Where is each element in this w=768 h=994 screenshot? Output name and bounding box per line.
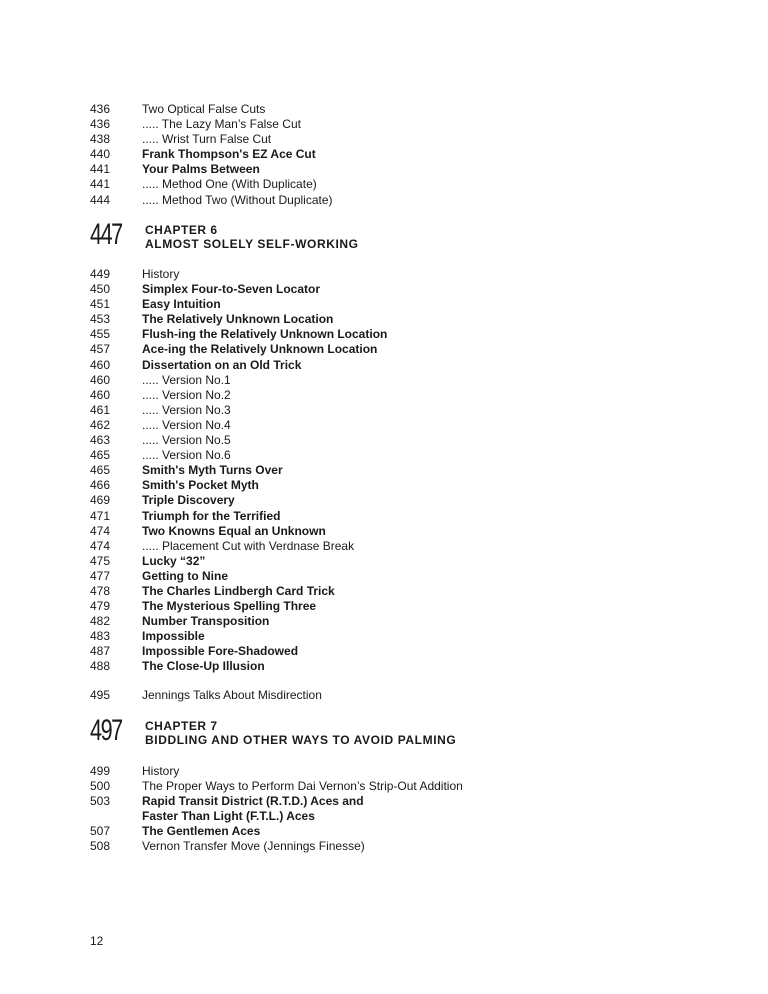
toc-entry-page: 466 [90, 478, 111, 493]
toc-entry-title: Jennings Talks About Misdirection [142, 688, 322, 702]
toc-entry-title: Triple Discovery [142, 493, 235, 508]
toc-entry-title: The Relatively Unknown Location [142, 312, 334, 327]
toc-entry-page: 469 [90, 493, 111, 508]
toc-entry-title: ..... Version No.6 [142, 448, 231, 463]
toc-entry [90, 448, 690, 463]
toc-entry [90, 809, 690, 824]
toc-entry-page: 474 [90, 523, 111, 538]
toc-entry [90, 524, 690, 539]
toc-entry-title: Flush-ing the Relatively Unknown Location [142, 327, 388, 342]
toc-entry-page: 471 [90, 508, 111, 523]
toc-entry-page: 478 [90, 583, 111, 598]
toc-entry [90, 509, 690, 524]
toc-entry-page: 453 [90, 312, 111, 327]
toc-entry-title: ..... Wrist Turn False Cut [142, 132, 272, 147]
toc-entry-title: History [142, 267, 180, 281]
toc-entry-title: ..... Method Two (Without Duplicate) [142, 192, 333, 207]
page-number: 12 [90, 934, 104, 948]
toc-entry [90, 614, 690, 629]
toc-entry-title: Impossible [142, 629, 205, 644]
toc-entry-title: ..... Method One (With Duplicate) [142, 177, 317, 192]
toc-entry-page: 451 [90, 297, 111, 312]
toc-entry [90, 584, 690, 599]
toc-entry [90, 539, 690, 554]
toc-entry-page: 500 [90, 779, 111, 794]
toc-entry [90, 102, 690, 117]
toc-entry-page: 441 [90, 162, 111, 177]
toc-entry [90, 824, 690, 839]
toc-entry [90, 688, 690, 703]
toc-entry-title: ..... Placement Cut with Verdnase Break [142, 538, 355, 553]
toc-entry-title: The Proper Ways to Perform Dai Vernon’s Strip-Out Addition [142, 779, 463, 794]
toc-entry-page: 438 [90, 132, 111, 147]
toc-entry-title: Easy Intuition [142, 297, 221, 312]
toc-entry-title: The Gentlemen Aces [142, 824, 261, 839]
toc-entry-page: 474 [90, 538, 111, 553]
toc-entry-title: ..... Version No.1 [142, 372, 231, 387]
toc-entry [90, 117, 690, 132]
toc-entry [90, 493, 690, 508]
toc-entry [90, 764, 690, 779]
toc-entry-title: Simplex Four-to-Seven Locator [142, 282, 321, 297]
toc-entry-page: 444 [90, 192, 111, 207]
toc-entry-title: Ace-ing the Relatively Unknown Location [142, 342, 378, 357]
toc-entry-page: 475 [90, 553, 111, 568]
toc-entry-title: The Mysterious Spelling Three [142, 599, 317, 614]
toc-entry-page: 483 [90, 629, 111, 644]
toc-entry-title: Smith's Pocket Myth [142, 478, 259, 493]
toc-entry [90, 373, 690, 388]
toc-entry-title: Dissertation on an Old Trick [142, 357, 302, 372]
toc-entry [90, 418, 690, 433]
toc-entry [90, 177, 690, 192]
toc-entry [90, 342, 690, 357]
toc-entry-title: ..... Version No.4 [142, 417, 231, 432]
toc-entry-title: History [142, 764, 180, 778]
toc-entry-title: Two Optical False Cuts [142, 102, 266, 116]
chapter-page-number: 497 [90, 714, 122, 747]
chapter-label: CHAPTER 6 [145, 223, 218, 237]
toc-entry-page: 462 [90, 417, 111, 432]
toc-entry-page: 508 [90, 839, 111, 854]
toc-entry-page: 479 [90, 599, 111, 614]
chapter-6-heading [90, 218, 690, 263]
toc-section-d [90, 764, 690, 855]
toc-entry [90, 358, 690, 373]
toc-entry [90, 312, 690, 327]
toc-entry [90, 629, 690, 644]
toc-section-c [90, 688, 690, 703]
toc-entry [90, 554, 690, 569]
toc-entry-page: 499 [90, 764, 111, 778]
toc-entry-title: Triumph for the Terrified [142, 508, 281, 523]
toc-entry-title: Impossible Fore-Shadowed [142, 644, 299, 659]
toc-entry [90, 193, 690, 208]
toc-entry-title: Number Transposition [142, 614, 270, 629]
toc-entry-page: 450 [90, 282, 111, 297]
toc-entry [90, 297, 690, 312]
toc-entry-page: 436 [90, 117, 111, 132]
toc-entry-title: Smith's Myth Turns Over [142, 463, 283, 478]
chapter-page-number: 447 [90, 218, 122, 251]
toc-section-a [90, 102, 690, 208]
toc-entry-title: ..... Version No.2 [142, 387, 231, 402]
toc-entry-title: Frank Thompson's EZ Ace Cut [142, 147, 316, 162]
toc-entry-title: Faster Than Light (F.T.L.) Aces [142, 809, 315, 824]
toc-entry-page: 440 [90, 147, 111, 162]
toc-entry-page: 441 [90, 177, 111, 192]
toc-entry-page: 477 [90, 568, 111, 583]
toc-entry-page: 461 [90, 402, 111, 417]
toc-entry-title: Rapid Transit District (R.T.D.) Aces and [142, 794, 364, 809]
toc-entry [90, 147, 690, 162]
toc-entry-page: 503 [90, 794, 111, 809]
toc-entry-title: The Close-Up Illusion [142, 659, 265, 674]
toc-entry [90, 569, 690, 584]
toc-entry-page: 457 [90, 342, 111, 357]
toc-entry-page: 507 [90, 824, 111, 839]
toc-entry-page: 460 [90, 387, 111, 402]
toc-entry-page: 460 [90, 357, 111, 372]
toc-entry [90, 433, 690, 448]
toc-entry [90, 794, 690, 809]
toc-entry [90, 644, 690, 659]
toc-entry [90, 282, 690, 297]
toc-entry-page: 436 [90, 102, 111, 116]
toc-entry-page: 463 [90, 433, 111, 448]
toc-entry [90, 478, 690, 493]
toc-section-b [90, 267, 690, 675]
toc-entry-page: 449 [90, 267, 111, 281]
toc-entry [90, 599, 690, 614]
toc-entry-title: ..... Version No.5 [142, 433, 231, 448]
toc-entry [90, 327, 690, 342]
toc-entry [90, 839, 690, 854]
chapter-title: ALMOST SOLELY SELF-WORKING [145, 237, 359, 251]
toc-entry-page: 495 [90, 688, 111, 702]
toc-entry-title: ..... The Lazy Man’s False Cut [142, 117, 301, 132]
toc-entry-page: 465 [90, 463, 111, 478]
toc-entry-page: 487 [90, 644, 111, 659]
toc-entry-title: ..... Version No.3 [142, 402, 231, 417]
toc-entry [90, 162, 690, 177]
toc-entry [90, 267, 690, 282]
toc-entry [90, 403, 690, 418]
toc-entry-page: 455 [90, 327, 111, 342]
toc-entry-title: Your Palms Between [142, 162, 260, 177]
chapter-title: BIDDLING AND OTHER WAYS TO AVOID PALMING [145, 733, 457, 747]
toc-entry-title: The Charles Lindbergh Card Trick [142, 583, 335, 598]
toc-entry-title: Lucky “32” [142, 553, 206, 568]
toc-entry-title: Getting to Nine [142, 568, 228, 583]
toc-entry-page: 488 [90, 659, 111, 674]
toc-entry [90, 779, 690, 794]
toc-entry [90, 388, 690, 403]
toc-entry [90, 463, 690, 478]
toc-entry-title: Two Knowns Equal an Unknown [142, 523, 326, 538]
chapter-label: CHAPTER 7 [145, 719, 218, 733]
toc-entry-page: 465 [90, 448, 111, 463]
toc-entry-page: 460 [90, 372, 111, 387]
chapter-7-heading [90, 714, 690, 759]
toc-entry-title: Vernon Transfer Move (Jennings Finesse) [142, 839, 365, 854]
toc-entry [90, 132, 690, 147]
toc-entry-page: 482 [90, 614, 111, 629]
toc-entry [90, 659, 690, 674]
